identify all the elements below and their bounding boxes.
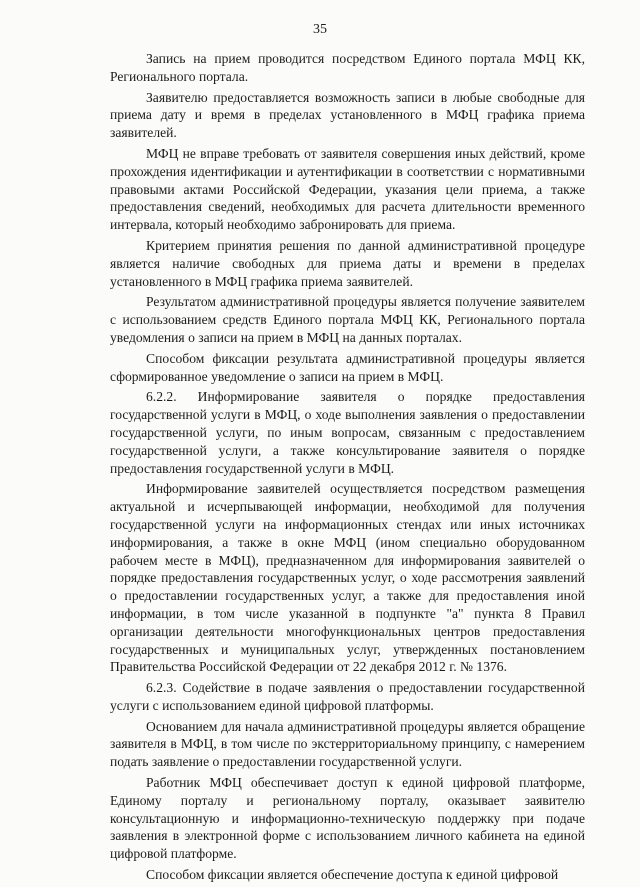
paragraph-section-6-2-3: 6.2.3. Содействие в подаче заявления о предоставлении государственной услуги с использованием единой цифровой платформы. [110,680,585,713]
paragraph-mfc-worker-access: Работник МФЦ обеспечивает доступ к единой цифровой платформе, Единому порталу и региональному порталу, оказывает заявителю консультационную и информационно-техническую поддержку при подаче заявления в электронной форме с использованием личного кабинета на единой цифровой платформе. [110,775,585,862]
paragraph-mfc-restrictions: МФЦ не вправе требовать от заявителя совершения иных действий, кроме прохождения идентификации и аутентификации в соответствии с нормативными правовыми актами Российской Федерации, указания цели приема, а также предоставления сведений, необходимых для расчета длительности временного интервала, который необходимо забронировать для приема. [110,145,585,233]
page-number: 35 [313,22,327,37]
paragraph-procedure-result: Результатом административной процедуры является получение заявителем с использованием средств Единого портала МФЦ КК, Регионального портала уведомления о записи на прием в МФЦ на данных порталах. [110,294,585,345]
paragraph-procedure-basis: Основанием для начала административной процедуры является обращение заявителя в МФЦ, в том числе по экстерриториальному принципу, с намерением подать заявление о предоставлении государственной услуги. [110,718,585,770]
paragraph-appointment-via-portal: Запись на прием проводится посредством Единого портала МФЦ КК, Регионального портала. [110,51,585,84]
paragraph-informing-applicants: Информирование заявителей осуществляется посредством размещения актуальной и исчерпывающей информации, необходимой для получения государственной услуги на информационных стендах или иных источниках информирования, а также в окне МФЦ (ином специально оборудованном рабочем месте в МФЦ), предназначенном для информирования заявителей о порядке предоставления государственных услуг, о ходе рассмотрения заявлений о предоставлении государственных услуг, а также для предоставления иной информации, в том числе указанной в подпункте "а" пункта 8 Правил организации деятельности многофункциональных центров предоставления государственных и муниципальных услуг, утвержденных постановлением Правительства Российской Федерации от 22 декабря 2012 г. № 1376. [110,481,585,675]
paragraph-decision-criterion: Критерием принятия решения по данной административной процедуре является наличие свободных для приема даты и времени в пределах установленного в МФЦ графика приема заявителей. [110,237,585,289]
paragraph-free-slot-booking: Заявителю предоставляется возможность записи в любые свободные для приема дату и время в пределах установленного в МФЦ графика приема заявителей. [110,89,585,141]
paragraph-fixation-method: Способом фиксации результата административной процедуры является сформированное уведомление о записи на прием в МФЦ. [110,350,585,384]
paragraph-fixation-access: Способом фиксации является обеспечение доступа к единой цифровой [146,867,559,883]
document-body [110,50,585,887]
paragraph-section-6-2-2: 6.2.2. Информирование заявителя о порядке предоставления государственной услуги в МФЦ, о ходе выполнения заявления о предоставлении государственной услуги, по иным вопросам, связанным с предоставлением государственной услуги, а также консультирование заявителя о порядке предоставления государственной услуги в МФЦ. [110,389,585,476]
